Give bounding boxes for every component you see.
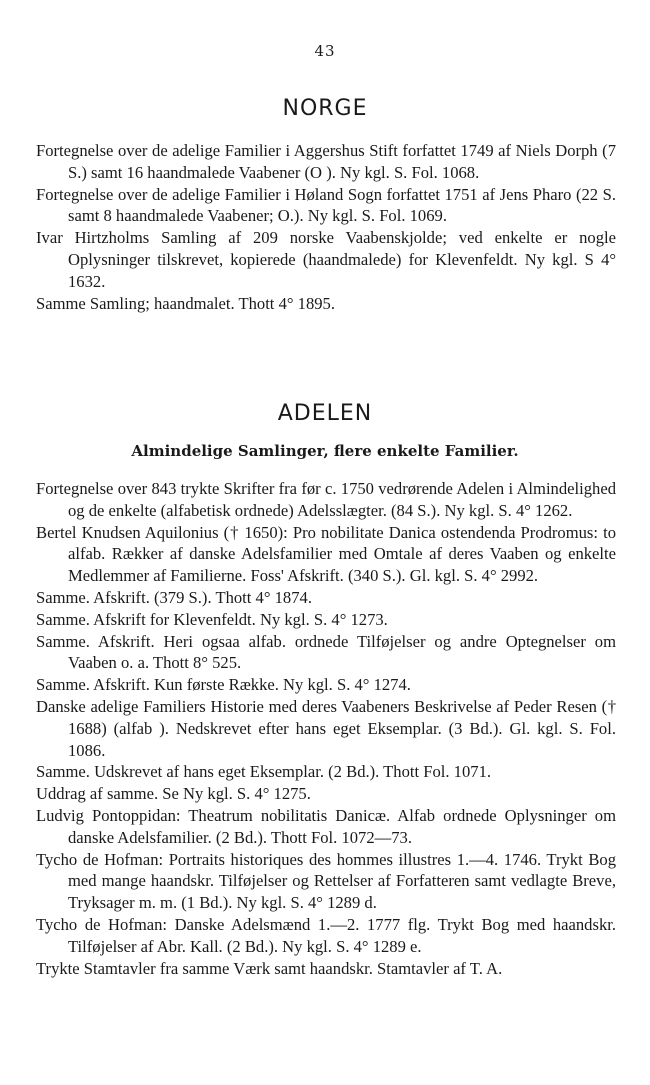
catalog-entry: Uddrag af samme. Se Ny kgl. S. 4° 1275.: [36, 784, 311, 804]
adelen-entry-list: [36, 478, 616, 979]
catalog-entry: Fortegnelse over 843 trykte Skrifter fra før c. 1750 vedrørende Adelen i Almindelighed og de enkelte (alfabetisk ordnede) Adelsslægter. (84 S.). Ny kgl. S. 4° 1262.: [36, 479, 616, 520]
catalog-entry: Samme. Afskrift. Kun første Række. Ny kgl. S. 4° 1274.: [36, 675, 411, 695]
catalog-entry: Fortegnelse over de adelige Familier i Aggershus Stift forfattet 1749 af Niels Dorph (7 S.) samt 16 haandmalede Vaabener (O ). Ny kgl. S. Fol. 1068.: [36, 141, 616, 182]
catalog-entry: Tycho de Hofman: Danske Adelsmænd 1.—2. 1777 flg. Trykt Bog med haandskr. Tilføjelser af Abr. Kall. (2 Bd.). Ny kgl. S. 4° 1289 e.: [36, 914, 616, 956]
catalog-entry: Samme. Afskrift for Klevenfeldt. Ny kgl. S. 4° 1273.: [36, 609, 388, 629]
section-heading-adelen: ADELEN: [277, 401, 373, 426]
catalog-entry: Samme. Udskrevet af hans eget Eksemplar. (2 Bd.). Thott Fol. 1071.: [36, 762, 492, 782]
catalog-entry: Danske adelige Familiers Historie med deres Vaabeners Beskrivelse af Peder Resen († 1688) (alfab ). Nedskrevet efter hans eget Eksemplar. (3 Bd.). Gl. kgl. S. Fol. 1086.: [36, 696, 616, 760]
catalog-entry: Fortegnelse over de adelige Familier i Høland Sogn forfattet 1751 af Jens Pharo (22 S. samt 8 haandmalede Vaabener; O.). Ny kgl. S. Fol. 1069.: [36, 184, 616, 226]
catalog-entry: Samme. Afskrift. Heri ogsaa alfab. ordnede Tilføjelser og andre Optegnelser om Vaaben o. a. Thott 8° 525.: [36, 631, 616, 673]
section-subheading: Almindelige Samlinger, flere enkelte Familier.: [131, 442, 519, 460]
catalog-entry: Bertel Knudsen Aquilonius († 1650): Pro nobilitate Danica ostendenda Prodromus: to alfab. Rækker af danske Adelsfamilier med Omtale af deres Vaaben og enkelte Medlemmer af Familierne. Foss' Afskrift. (340 S.). Gl. kgl. S. 4° 2992.: [36, 522, 616, 586]
section-heading-norge: NORGE: [282, 96, 368, 121]
catalog-entry: Tycho de Hofman: Portraits historiques des hommes illustres 1.—4. 1746. Trykt Bog med mange haandskr. Tilføjelser og Rettelser af Forfatteren samt vedlagte Breve, Tryksager m. m. (1 Bd.). Ny kgl. S. 4° 1289 d.: [36, 849, 616, 913]
page-number: 43: [314, 42, 336, 60]
catalog-entry: Samme Samling; haandmalet. Thott 4° 1895.: [36, 293, 335, 313]
catalog-entry: Ludvig Pontoppidan: Theatrum nobilitatis Danicæ. Alfab ordnede Oplysninger om danske Adelsfamilier. (2 Bd.). Thott Fol. 1072—73.: [36, 805, 616, 847]
catalog-entry: Trykte Stamtavler fra samme Værk samt haandskr. Stamtavler af T. A.: [36, 958, 503, 978]
norge-entry-list: [36, 140, 616, 314]
catalog-entry: Ivar Hirtzholms Samling af 209 norske Vaabenskjolde; ved enkelte er nogle Oplysninger tilskrevet, kopierede (haandmalede) for Klevenfeldt. Ny kgl. S 4° 1632.: [36, 228, 616, 291]
catalog-entry: Samme. Afskrift. (379 S.). Thott 4° 1874.: [36, 587, 312, 607]
